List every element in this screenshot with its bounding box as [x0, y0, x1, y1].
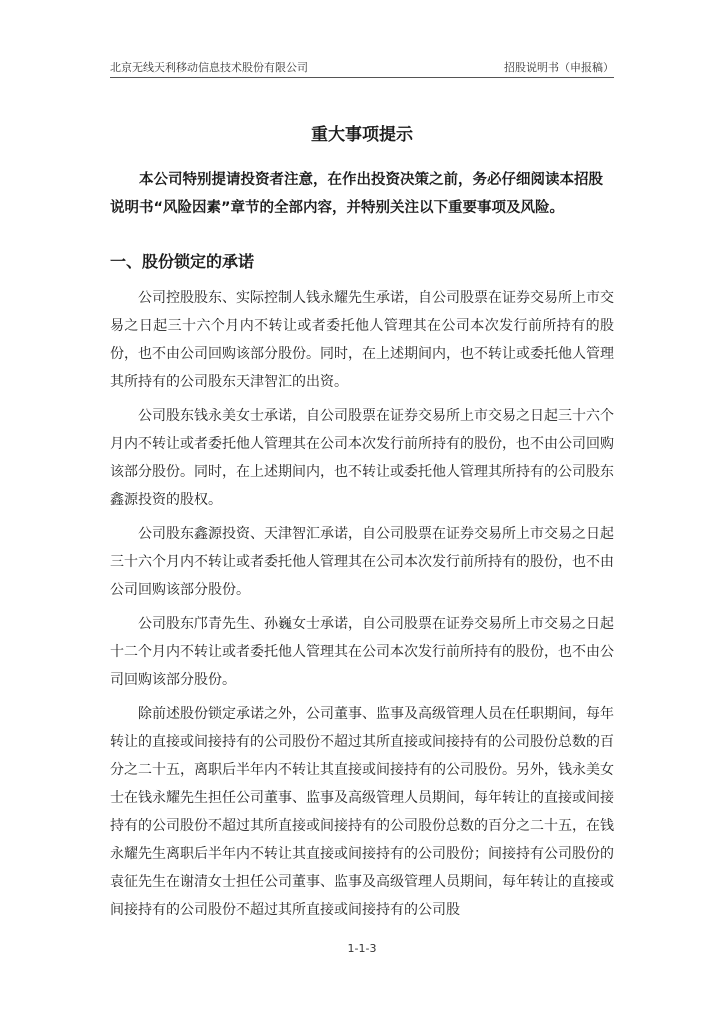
paragraph: 除前述股份锁定承诺之外，公司董事、监事及高级管理人员在任职期间，每年转让的直接或间接持有的公司股份不超过其所直接或间接持有的公司股份总数的百分之二十五，离职后半年内不转让其直接或间接持有的公司股份。另外，钱永美女士在钱永耀先生担任公司董事、监事及高级管理人员期间，每年转让的直接或间接持有的公司股份不超过其所直接或间接持有的公司股份总数的百分之二十五，在钱永耀先生离职后半年内不转让其直接或间接持有的公司股份；间接持有公司股份的袁征先生在谢清女士担任公司董事、监事及高级管理人员期间，每年转让的直接或间接持有的公司股份不超过其所直接或间接持有的公司股 [110, 706, 614, 918]
page-number: 1-1-3 [347, 942, 377, 955]
header-company-name: 北京无线天利移动信息技术股份有限公司 [110, 61, 308, 74]
header-doc-type: 招股说明书（申报稿） [504, 61, 614, 74]
page-header [110, 59, 614, 78]
paragraph: 公司股东鑫源投资、天津智汇承诺，自公司股票在证券交易所上市交易之日起三十六个月内不转让或者委托他人管理其在公司本次发行前所持有的股份，也不由公司回购该部分股份。 [110, 526, 614, 598]
intro-paragraph: 本公司特别提请投资者注意，在作出投资决策之前，务必仔细阅读本招股说明书“风险因素”章节的全部内容，并特别关注以下重要事项及风险。 [110, 172, 603, 216]
paragraph: 公司股东钱永美女士承诺，自公司股票在证券交易所上市交易之日起三十六个月内不转让或者委托他人管理其在公司本次发行前所持有的股份，也不由公司回购该部分股份。同时，在上述期间内，也不转让或委托他人管理其所持有的公司股东鑫源投资的股权。 [110, 408, 614, 508]
page-title: 重大事项提示 [311, 125, 413, 145]
paragraph: 公司控股股东、实际控制人钱永耀先生承诺，自公司股票在证券交易所上市交易之日起三十六个月内不转让或者委托他人管理其在公司本次发行前所持有的股份，也不由公司回购该部分股份。同时，在上述期间内，也不转让或委托他人管理其所持有的公司股东天津智汇的出资。 [110, 290, 614, 390]
section-body [110, 284, 614, 930]
section-heading-share-lockup: 一、股份锁定的承诺 [110, 252, 255, 271]
paragraph: 公司股东邝青先生、孙巍女士承诺，自公司股票在证券交易所上市交易之日起十二个月内不转让或者委托他人管理其在公司本次发行前所持有的股份，也不由公司回购该部分股份。 [110, 616, 614, 688]
